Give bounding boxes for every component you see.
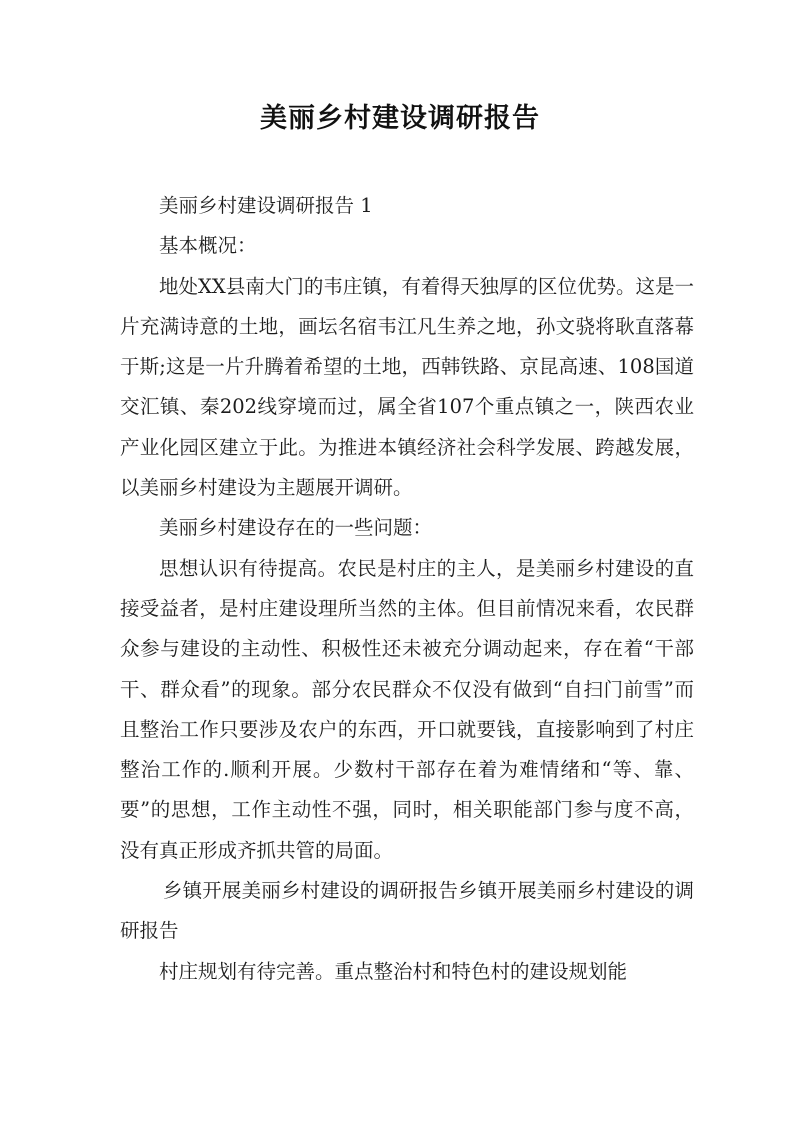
paragraph-related-report: 乡镇开展美丽乡村建设的调研报告乡镇开展美丽乡村建设的调研报告 [120,879,694,943]
document-body [120,186,694,992]
subheading-basic-overview: 基本概况： [159,234,257,258]
subheading-problems: 美丽乡村建设存在的一些问题： [159,516,433,540]
paragraph-awareness: 思想认识有待提高。农民是村庄的主人，是美丽乡村建设的直接受益者，是村庄建设理所当然的主体。但目前情况来看，农民群众参与建设的主动性、积极性还未被充分调动起来，存在着“干部干、群众看”的现象。部分农民群众不仅没有做到“自扫门前雪”而且整治工作只要涉及农户的东西，开口就要钱，直接影响到了村庄整治工作的.顺利开展。少数村干部存在着为难情绪和“等、靠、要”的思想，工作主动性不强，同时，相关职能部门参与度不高，没有真正形成齐抓共管的局面。 [120,556,694,862]
paragraph-planning: 村庄规划有待完善。重点整治村和特色村的建设规划能 [159,959,628,983]
document-title: 美丽乡村建设调研报告 [260,103,540,134]
paragraph-overview: 地处XX县南大门的韦庄镇，有着得天独厚的区位优势。这是一片充满诗意的土地，画坛名宿韦江凡生养之地，孙文骁将耿直落幕于斯;这是一片升腾着希望的土地，西韩铁路、京昆高速、108国道交汇镇、秦202线穿境而过，属全省107个重点镇之一，陕西农业产业化园区建立于此。为推进本镇经济社会科学发展、跨越发展，以美丽乡村建设为主题展开调研。 [120,274,694,500]
section-heading: 美丽乡村建设调研报告 1 [159,194,373,217]
